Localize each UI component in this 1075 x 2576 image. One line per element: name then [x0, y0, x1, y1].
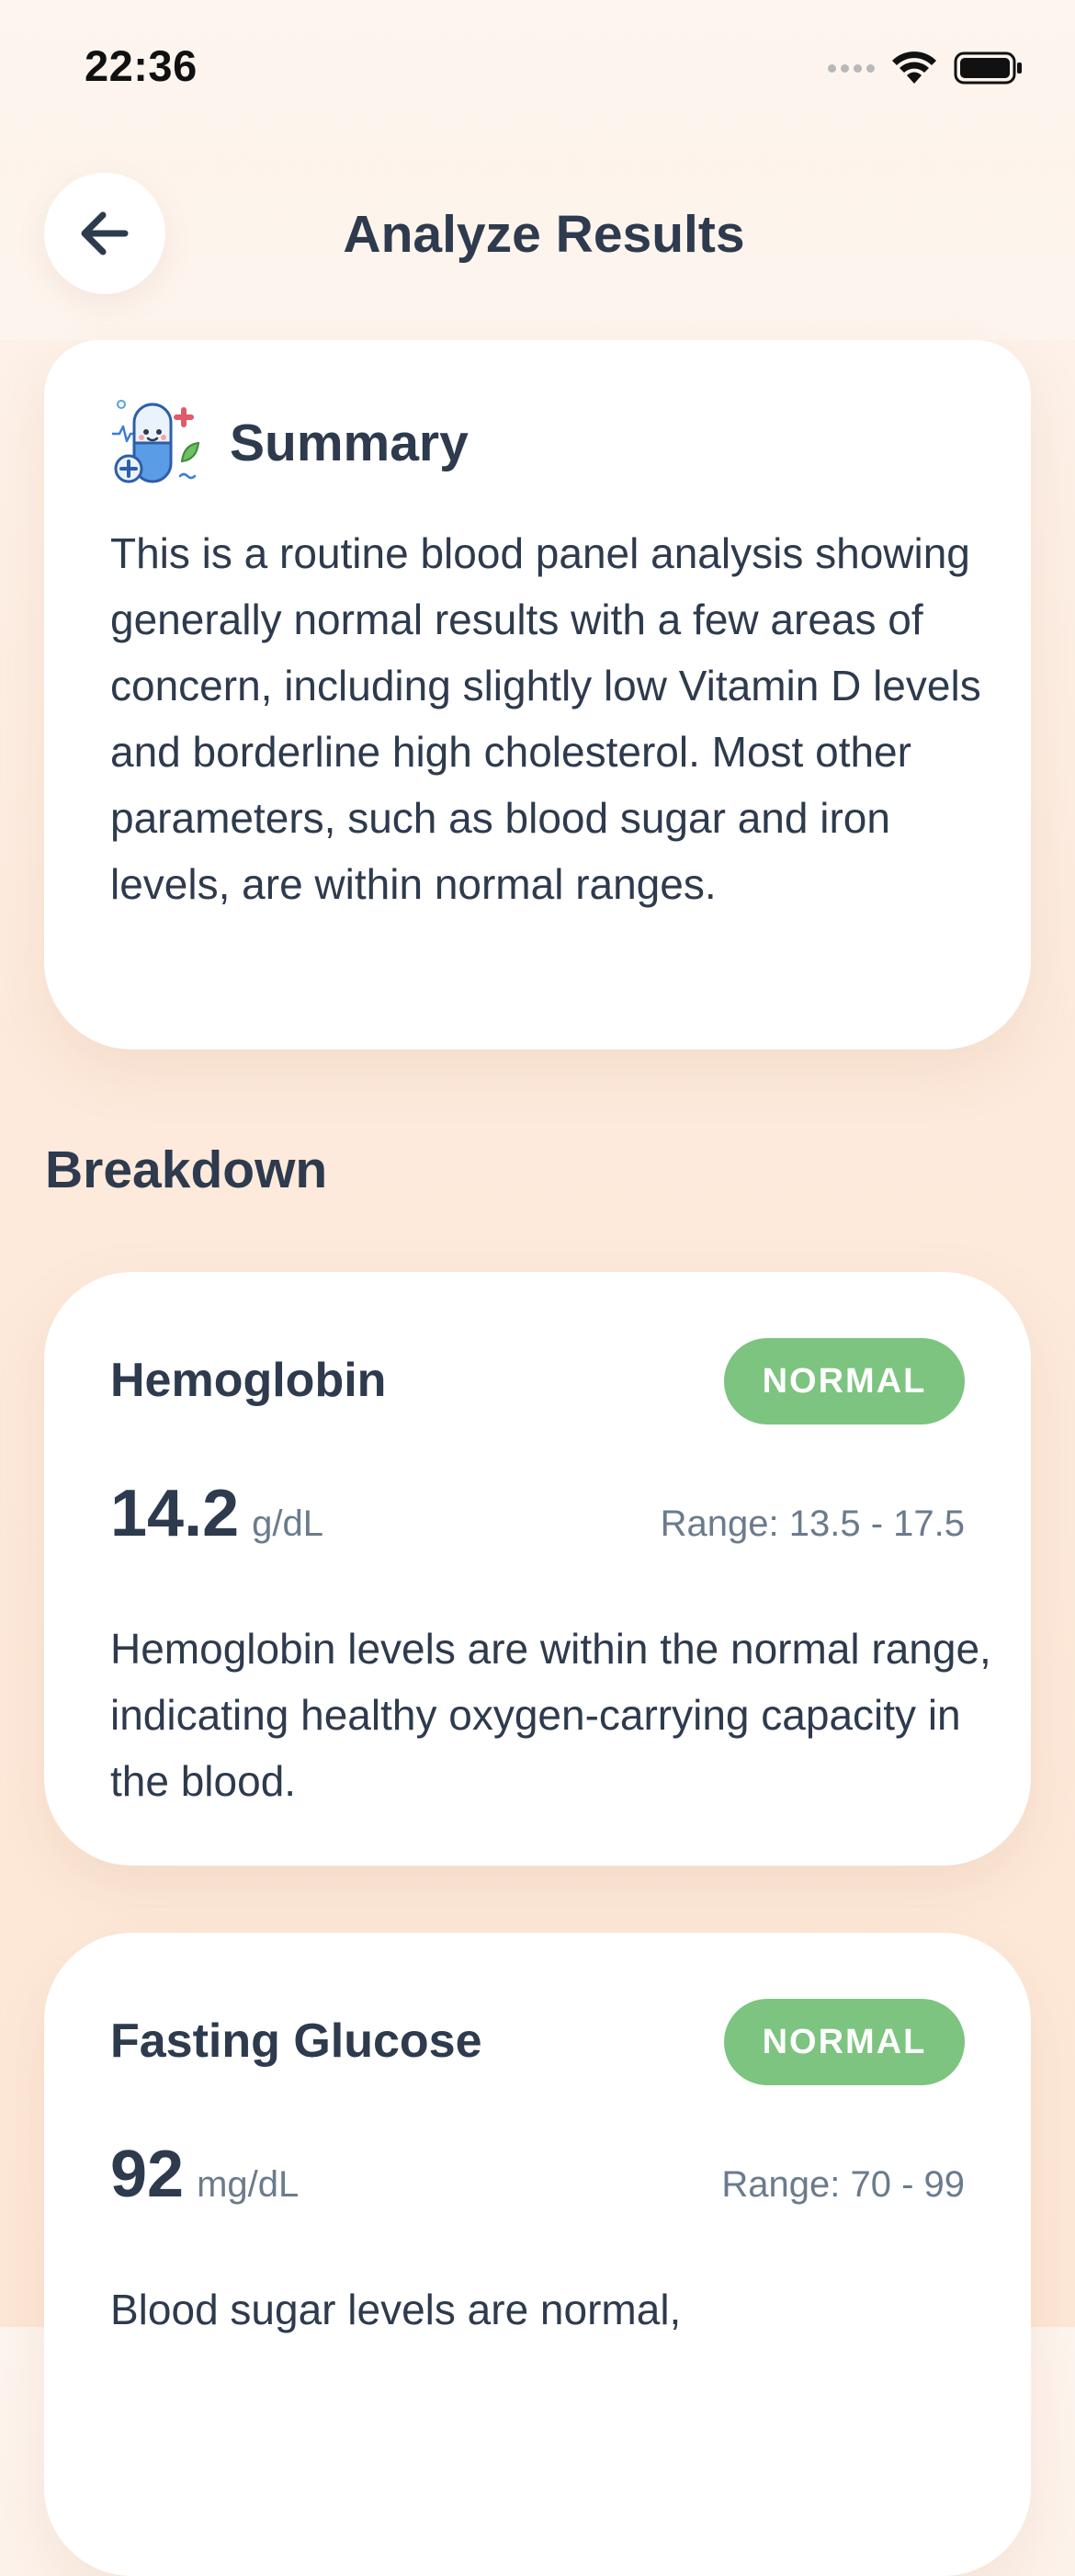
- status-bar: [0, 0, 1075, 138]
- metric-value: 14.2: [110, 1477, 240, 1550]
- metric-value-row: [110, 1476, 323, 1551]
- metric-unit: mg/dL: [197, 2164, 300, 2205]
- pill-mascot-icon: [110, 397, 202, 489]
- summary-header: [110, 397, 469, 489]
- page-title: Analyze Results: [343, 205, 745, 264]
- summary-title: Summary: [230, 414, 469, 472]
- metric-value: 92: [110, 2138, 185, 2211]
- metric-description: Hemoglobin levels are within the normal range, indicating healthy oxygen-carrying capacity in the blood.: [110, 1625, 991, 1805]
- metric-range: Range: 13.5 - 17.5: [660, 1504, 965, 1544]
- battery-icon: [954, 51, 1024, 85]
- metric-range: Range: 70 - 99: [721, 2164, 965, 2205]
- status-time: 22:36: [85, 41, 198, 90]
- metric-value-row: [110, 2137, 299, 2212]
- cellular-signal-icon: [828, 64, 875, 73]
- breakdown-heading: Breakdown: [45, 1140, 328, 1199]
- metric-description: Blood sugar levels are normal,: [110, 2286, 682, 2333]
- header: [0, 138, 1075, 340]
- status-icons: [828, 50, 1024, 86]
- summary-card: [44, 340, 1031, 1050]
- metric-card-fasting-glucose: [44, 1933, 1031, 2576]
- wifi-icon: [891, 51, 937, 85]
- status-badge: NORMAL: [724, 1999, 965, 2085]
- metric-name: Fasting Glucose: [110, 2014, 482, 2068]
- metric-card-hemoglobin: [44, 1272, 1031, 1866]
- metric-unit: g/dL: [252, 1504, 323, 1544]
- summary-text: This is a routine blood panel analysis showing generally normal results with a few areas of concern, including slightly low Vitamin D levels and borderline high cholesterol. Most other parameters, such as blood sugar and iron levels, are within normal ranges.: [110, 529, 981, 908]
- status-badge: NORMAL: [724, 1338, 965, 1424]
- metric-name: Hemoglobin: [110, 1354, 387, 1407]
